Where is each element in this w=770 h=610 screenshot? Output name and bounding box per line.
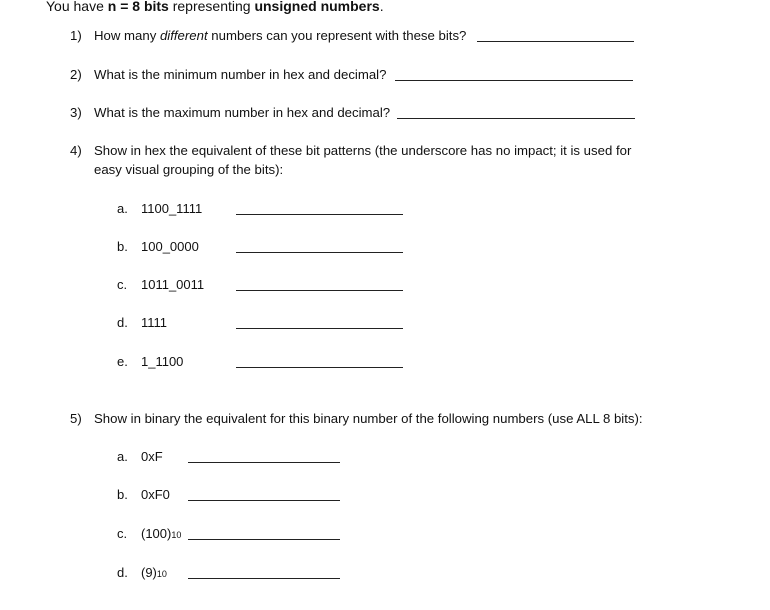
item-letter: e. (117, 354, 128, 369)
item-letter: a. (117, 201, 128, 216)
answer-blank-q4c[interactable] (236, 290, 403, 291)
question-number: 3) (70, 105, 82, 120)
intro-period: . (379, 0, 384, 14)
q5-item-b (117, 487, 170, 502)
intro-middle: representing (168, 0, 255, 14)
question-5 (70, 411, 643, 426)
answer-blank-q1[interactable] (477, 41, 634, 42)
answer-blank-q2[interactable] (395, 80, 633, 81)
q5-item-d (117, 565, 167, 580)
q4-item-c (117, 277, 204, 292)
answer-blank-q5b[interactable] (188, 500, 340, 501)
answer-blank-q4d[interactable] (236, 328, 403, 329)
item-letter: d. (117, 315, 128, 330)
item-value: 0xF (141, 449, 163, 464)
item-value: 0xF0 (141, 487, 170, 502)
answer-blank-q4a[interactable] (236, 214, 403, 215)
question-4-continued (94, 162, 283, 177)
item-letter: c. (117, 277, 128, 292)
q5-text: Show in binary the equivalent for this binary number of the following numbers (use ALL 8 bits): (94, 411, 643, 426)
q5-item-a (117, 449, 163, 464)
intro-n-expr: n = 8 bits (107, 0, 169, 14)
item-value: 1_1100 (141, 354, 184, 369)
intro-bold-end: unsigned numbers (254, 0, 380, 14)
q2-text: What is the minimum number in hex and decimal? (94, 67, 387, 82)
answer-blank-q4b[interactable] (236, 252, 403, 253)
base-subscript: 10 (156, 569, 167, 579)
question-3 (70, 105, 390, 120)
q4-text-line2: easy visual grouping of the bits): (94, 162, 284, 177)
answer-blank-q5d[interactable] (188, 578, 340, 579)
q1-text-post: numbers can you represent with these bits? (207, 28, 467, 43)
item-letter: b. (117, 487, 128, 502)
q4-item-a (117, 201, 202, 216)
item-value: (9) (141, 565, 157, 580)
item-value: 1111 (141, 315, 168, 330)
question-number: 4) (70, 143, 82, 158)
item-value: 100_0000 (141, 239, 199, 254)
question-number: 2) (70, 67, 82, 82)
answer-blank-q4e[interactable] (236, 367, 403, 368)
item-letter: a. (117, 449, 128, 464)
item-value: (100) (141, 526, 172, 541)
answer-blank-q3[interactable] (397, 118, 635, 119)
q1-text-pre: How many (94, 28, 160, 43)
answer-blank-q5a[interactable] (188, 462, 340, 463)
item-value: 1011_0011 (141, 277, 205, 292)
question-1 (70, 28, 466, 43)
question-4 (70, 143, 631, 158)
q4-item-d (117, 315, 167, 330)
item-letter: c. (117, 526, 128, 541)
item-value: 1100_1111 (141, 201, 203, 216)
item-letter: b. (117, 239, 128, 254)
q4-item-b (117, 239, 199, 254)
intro-prefix: You have (46, 0, 108, 14)
question-2 (70, 67, 386, 82)
q3-text: What is the maximum number in hex and decimal? (94, 105, 391, 120)
answer-blank-q5c[interactable] (188, 539, 340, 540)
q4-item-e (117, 354, 183, 369)
q5-item-c (117, 526, 181, 541)
q4-text-line1: Show in hex the equivalent of these bit patterns (the underscore has no impact; it is used for (94, 143, 632, 158)
item-letter: d. (117, 565, 128, 580)
intro-line (46, 0, 384, 14)
question-number: 1) (70, 28, 82, 43)
q1-text-em: different (159, 28, 208, 43)
base-subscript: 10 (171, 530, 182, 540)
question-number: 5) (70, 411, 82, 426)
